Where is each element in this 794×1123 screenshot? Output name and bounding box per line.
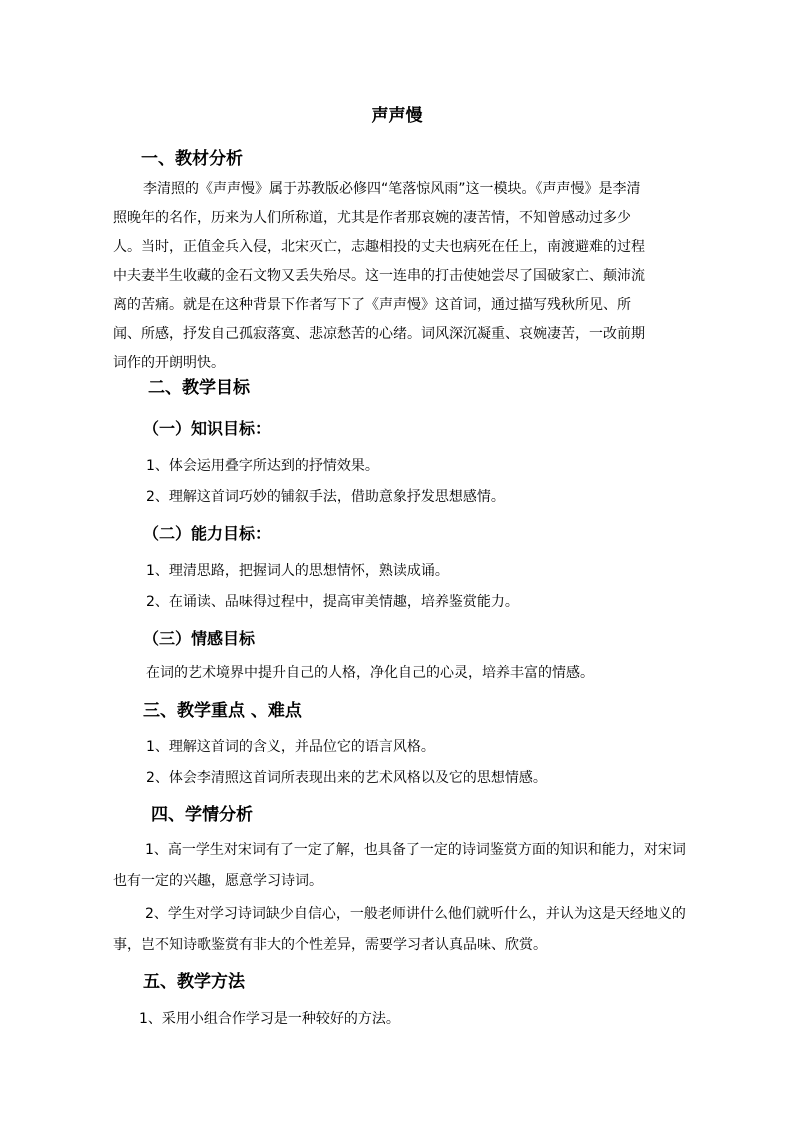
emotion-goal-text: 在词的艺术境界中提升自己的人格，净化自己的心灵，培养丰富的情感。 — [146, 665, 594, 681]
student-analysis-line: 也有一定的兴趣，愿意学习诗词。 — [113, 873, 323, 889]
key-point-item: 1、理解这首词的含义，并品位它的语言风格。 — [146, 739, 435, 755]
ability-goal-item: 1、理清思路，把握词人的思想情怀，熟读成诵。 — [146, 563, 449, 579]
subheading-ability-goals: （二）能力目标： — [143, 524, 272, 543]
textbook-analysis-paragraph: 李清照的《声声慢》属于苏教版必修四“笔落惊风雨”这一模块。《声声慢》是李清照晚年的名作，历来为人们所称道，尤其是作者那哀婉的凄苦情，不知曾感动过多少人。当时，正值金兵入侵，北宋灭亡，志趣相投的丈夫也病死在任上，南渡避难的过程中夫妻半生收藏的金石文物又丢失殆尽。这一连串的打击使她尝尽了国破家亡、颠沛流离的苦痛。就是在这种背景下作者写下了《声声慢》这首词，通过描写残秋所见、所闻、所感，抒发自己孤寂落寞、悲凉愁苦的心绪。词风深沉凝重、哀婉凄苦，一改前期词作的开朗明快。 — [113, 181, 645, 371]
subheading-emotion-goals: （三）情感目标 — [143, 629, 256, 648]
section-heading-student-analysis: 四、学情分析 — [151, 805, 253, 825]
student-analysis-line: 2、学生对学习诗词缺少自信心，一般老师讲什么他们就听什么，并认为这是天经地义的 — [145, 906, 686, 922]
ability-goal-item: 2、在诵读、品味得过程中，提高审美情趣，培养鉴赏能力。 — [146, 594, 519, 610]
student-analysis-line: 1、高一学生对宋词有了一定了解，也具备了一定的诗词鉴赏方面的知识和能力，对宋词 — [145, 842, 686, 858]
knowledge-goal-item: 2、理解这首词巧妙的铺叙手法，借助意象抒发思想感情。 — [146, 489, 505, 505]
section-heading-teaching-goals: 二、教学目标 — [148, 378, 250, 398]
document-title: 声声慢 — [371, 106, 423, 126]
section-heading-textbook-analysis: 一、教材分析 — [141, 149, 243, 169]
student-analysis-line: 事，岂不知诗歌鉴赏有非大的个性差异，需要学习者认真品味、欣赏。 — [113, 937, 547, 953]
section-heading-teaching-methods: 五、教学方法 — [143, 972, 245, 992]
key-point-item: 2、体会李清照这首词所表现出来的艺术风格以及它的思想情感。 — [146, 770, 547, 786]
section-heading-key-points: 三、教学重点 、难点 — [143, 701, 302, 721]
subheading-knowledge-goals: （一）知识目标： — [143, 419, 272, 438]
teaching-method-item: 1、采用小组合作学习是一种较好的方法。 — [139, 1011, 400, 1027]
knowledge-goal-item: 1、体会运用叠字所达到的抒情效果。 — [146, 458, 379, 474]
